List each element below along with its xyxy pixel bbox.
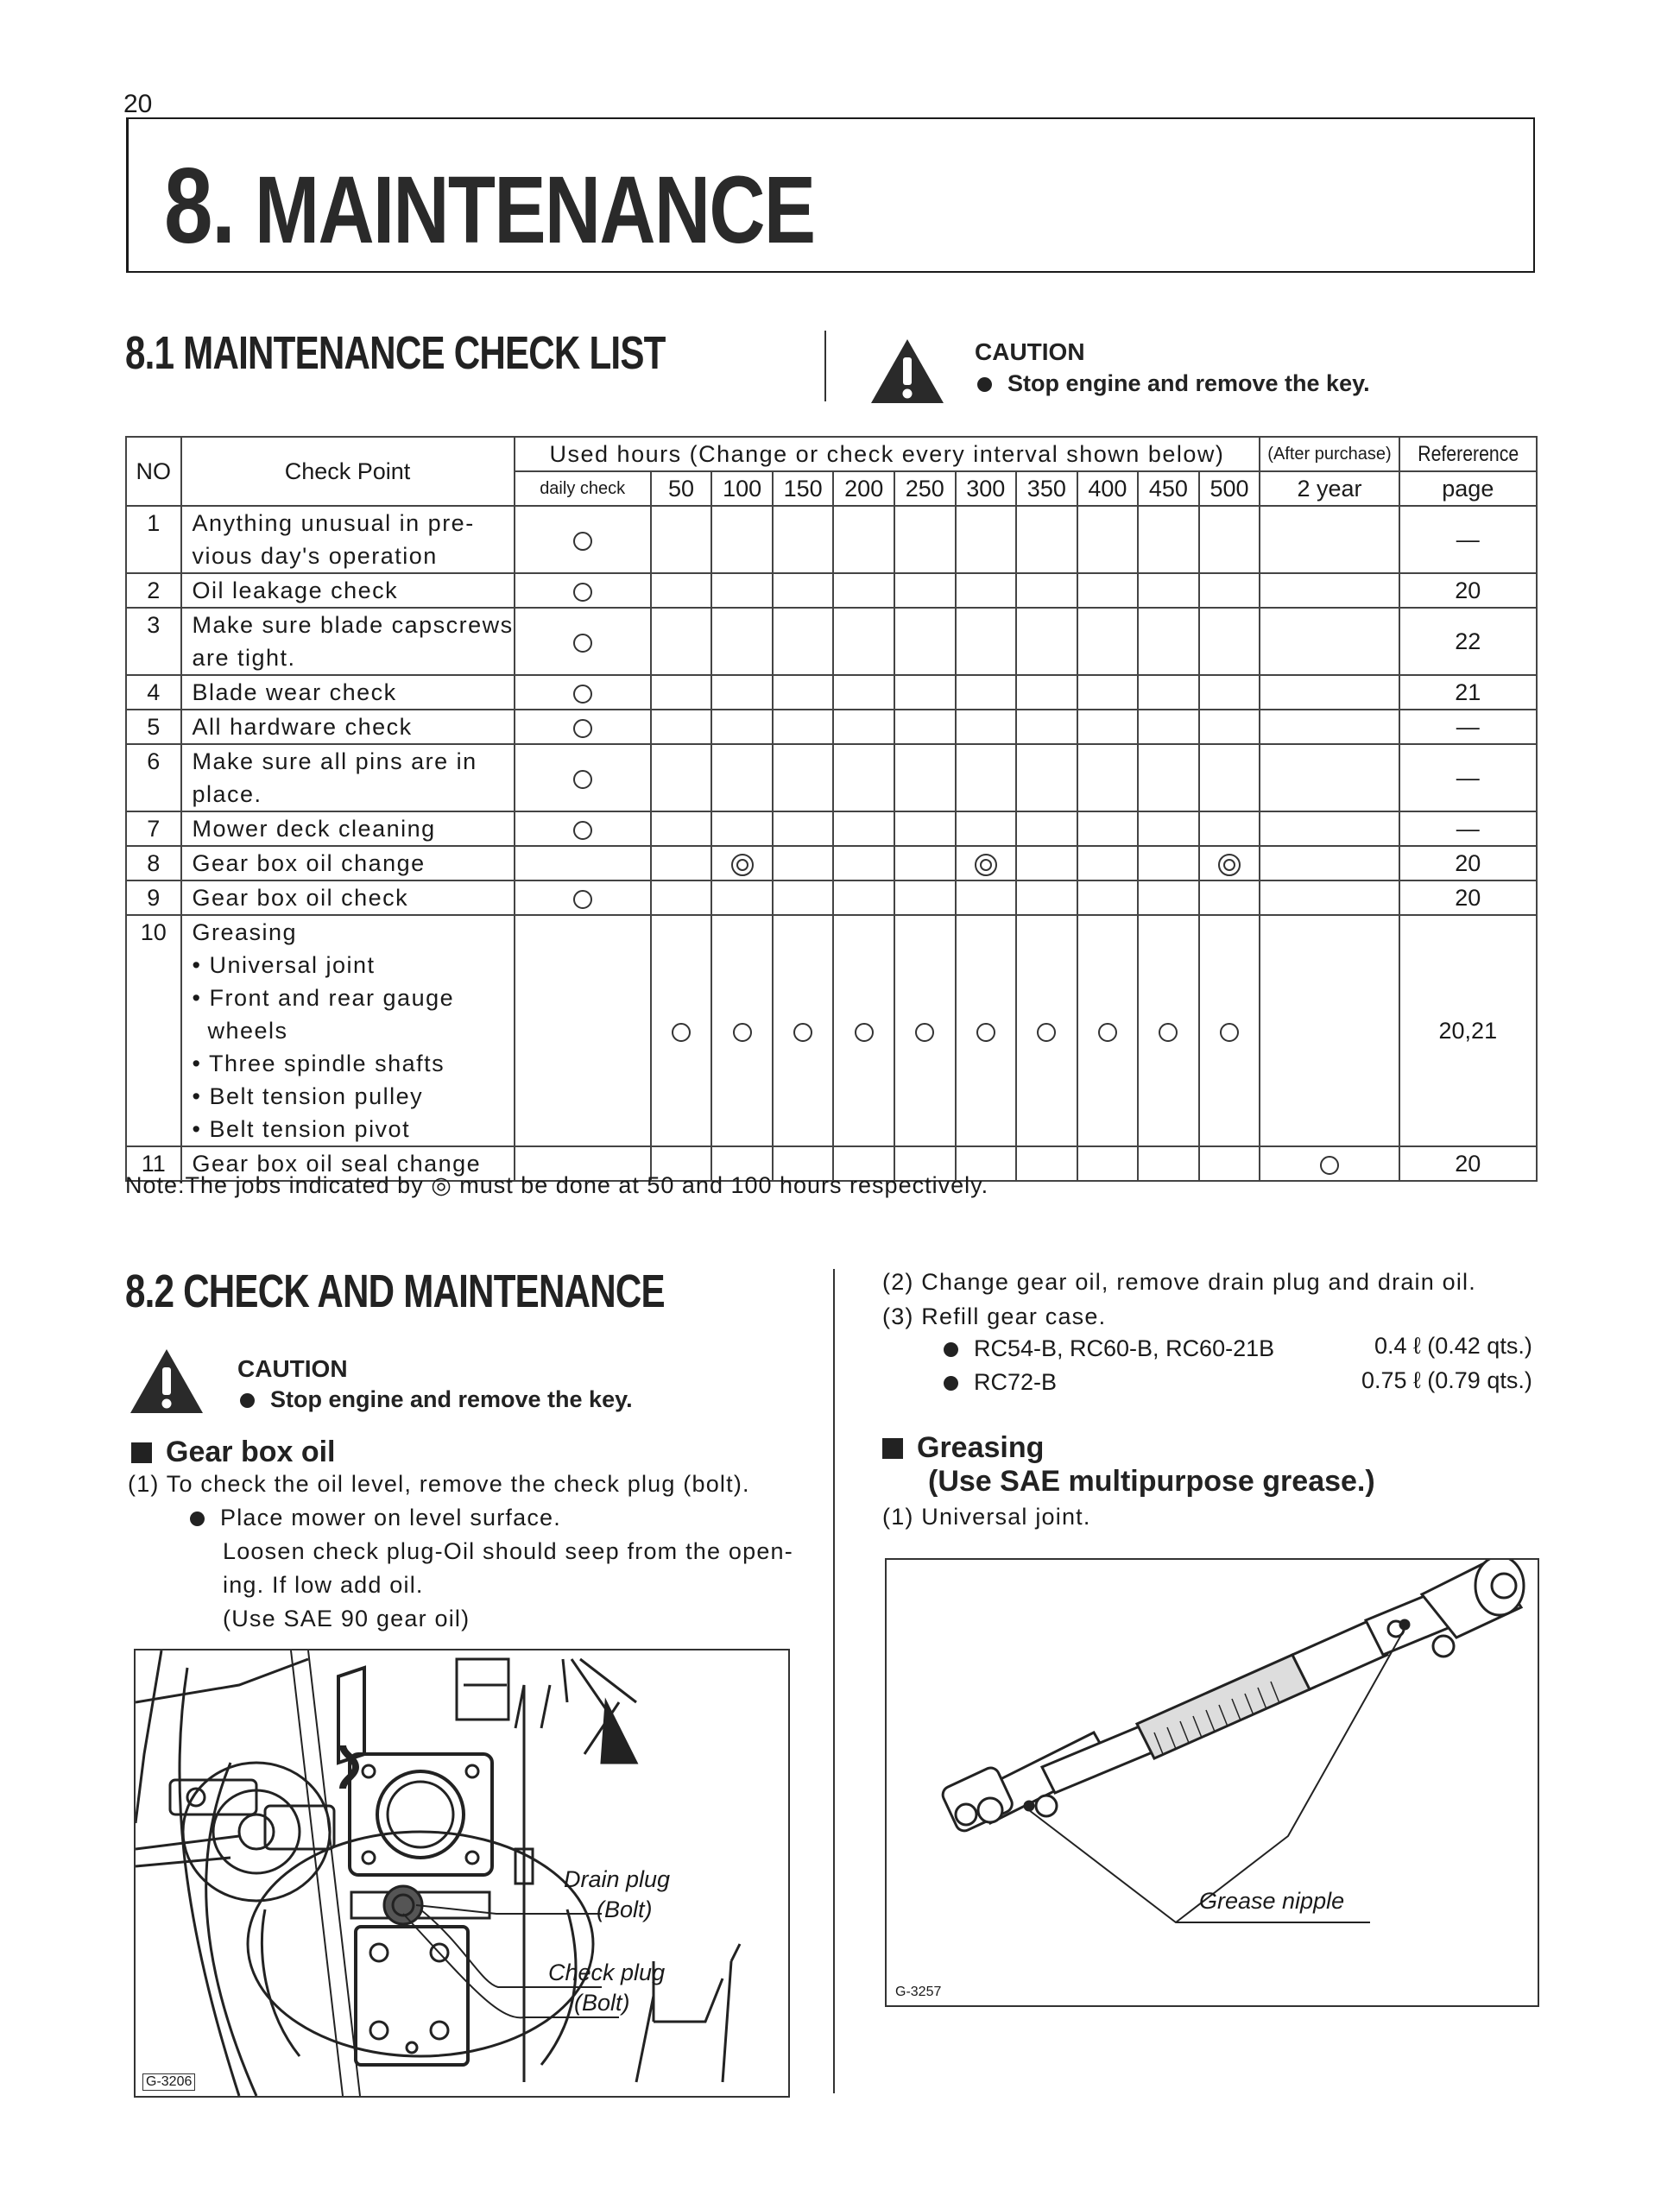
- year-cell: [1260, 506, 1399, 573]
- header-interval-450: 450: [1138, 471, 1199, 506]
- check-plug-label: Check plug: [548, 1960, 666, 1985]
- gearbox-figure: [134, 1649, 790, 2098]
- table-row: [126, 710, 1537, 744]
- header-daily-check: [515, 471, 651, 506]
- row-number: 4: [126, 675, 181, 710]
- table-row: [126, 811, 1537, 846]
- interval-cell: [1138, 846, 1199, 880]
- greasing-step-1: (1) Universal joint.: [882, 1504, 1091, 1530]
- chapter-number: 8.: [164, 147, 235, 266]
- interval-cell: [1016, 608, 1077, 675]
- interval-cell: [773, 608, 834, 675]
- year-cell: [1260, 1146, 1399, 1181]
- interval-cell: [1077, 880, 1139, 915]
- interval-cell: [1199, 506, 1260, 573]
- interval-cell: [1077, 710, 1139, 744]
- interval-cell: [956, 675, 1017, 710]
- interval-cell: [1199, 608, 1260, 675]
- interval-cell: [1199, 744, 1260, 811]
- check-circle-icon: [855, 1023, 874, 1042]
- year-cell: [1260, 915, 1399, 1146]
- interval-cell: [1077, 573, 1139, 608]
- interval-cell: [833, 573, 894, 608]
- row-number: 6: [126, 744, 181, 811]
- interval-cell: [833, 710, 894, 744]
- daily-check-label: daily check: [540, 478, 626, 498]
- interval-cell: [773, 573, 834, 608]
- row-number: 9: [126, 880, 181, 915]
- interval-cell: [711, 811, 773, 846]
- caution-text: [977, 370, 1370, 397]
- check-point-line: Anything unusual in pre-: [192, 510, 475, 536]
- interval-cell: [1016, 744, 1077, 811]
- reference-page: 20,21: [1399, 915, 1537, 1146]
- interval-cell: [711, 675, 773, 710]
- interval-cell: [894, 506, 956, 573]
- interval-cell: [1199, 811, 1260, 846]
- year-cell: [1260, 675, 1399, 710]
- gearbox-line-4: (Use SAE 90 gear oil): [223, 1606, 471, 1631]
- caution-message: Stop engine and remove the key.: [270, 1386, 633, 1412]
- interval-cell: [894, 573, 956, 608]
- interval-cell: [833, 744, 894, 811]
- interval-cell: [1016, 506, 1077, 573]
- check-circle-icon: [733, 1023, 752, 1042]
- daily-check-cell: [515, 880, 651, 915]
- interval-cell: [651, 506, 712, 573]
- caution-label: CAUTION: [975, 338, 1085, 365]
- check-circle-icon: [1037, 1023, 1056, 1042]
- interval-cell: [894, 811, 956, 846]
- section-title-8-2: 8.2 CHECK AND MAINTENANCE: [125, 1265, 665, 1317]
- check-point-line: Make sure all pins are in: [192, 748, 477, 774]
- check-point: [181, 846, 515, 880]
- interval-cell: [1077, 744, 1139, 811]
- daily-check-cell: [515, 506, 651, 573]
- header-interval-100: 100: [711, 471, 773, 506]
- interval-cell: [651, 880, 712, 915]
- check-point-line: Make sure blade capscrews: [192, 612, 514, 638]
- check-circle-icon: [573, 685, 592, 704]
- section-title-8-1: 8.1 MAINTENANCE CHECK LIST: [125, 327, 666, 379]
- drain-plug-sub-label: (Bolt): [597, 1897, 653, 1922]
- table-row: [126, 744, 1537, 811]
- interval-cell: [956, 744, 1017, 811]
- year-cell: [1260, 846, 1399, 880]
- gearbox-line-2: Loosen check plug-Oil should seep from the open-: [223, 1538, 793, 1564]
- header-page: page: [1399, 471, 1537, 506]
- reference-page: 20: [1399, 846, 1537, 880]
- bullet-icon: [190, 1512, 205, 1526]
- interval-cell: [833, 675, 894, 710]
- check-point: [181, 811, 515, 846]
- check-point: [181, 506, 515, 573]
- reference-page: —: [1399, 710, 1537, 744]
- interval-cell: [773, 506, 834, 573]
- header-interval-400: 400: [1077, 471, 1139, 506]
- year-cell: [1260, 744, 1399, 811]
- check-circle-icon: [573, 583, 592, 602]
- interval-cell: [894, 880, 956, 915]
- year-cell: [1260, 608, 1399, 675]
- interval-cell: [894, 744, 956, 811]
- interval-cell: [1077, 608, 1139, 675]
- check-circle-icon: [1220, 1023, 1239, 1042]
- interval-cell: [773, 880, 834, 915]
- interval-cell: [651, 608, 712, 675]
- interval-cell: [1016, 880, 1077, 915]
- interval-cell: [833, 506, 894, 573]
- daily-check-cell: [515, 675, 651, 710]
- table-row: [126, 880, 1537, 915]
- double-circle-icon: [731, 854, 754, 876]
- interval-cell: [711, 880, 773, 915]
- model-2-text: RC72-B: [974, 1369, 1058, 1395]
- page-number: 20: [123, 90, 153, 118]
- maintenance-check-table: [125, 436, 1538, 1182]
- greasing-heading-text: Greasing: [917, 1431, 1045, 1464]
- universal-joint-illustration: [887, 1560, 1538, 2005]
- model-2-quantity: 0.75 ℓ (0.79 qts.): [1361, 1367, 1532, 1393]
- gearbox-line-3: ing. If low add oil.: [223, 1572, 424, 1598]
- interval-cell: [1138, 608, 1199, 675]
- interval-cell: [773, 846, 834, 880]
- gearbox-step-2: (2) Change gear oil, remove drain plug and drain oil.: [882, 1269, 1476, 1295]
- header-reference: Refererence: [1410, 437, 1526, 471]
- interval-cell: [1199, 573, 1260, 608]
- square-bullet-icon: [882, 1438, 903, 1459]
- interval-cell: [956, 846, 1017, 880]
- bullet-icon: [944, 1342, 958, 1357]
- check-circle-icon: [793, 1023, 812, 1042]
- interval-cell: [711, 573, 773, 608]
- model-list-item-1: [944, 1332, 1274, 1366]
- table-note: Note:The jobs indicated by ◎ must be done at 50 and 100 hours respectively.: [125, 1172, 989, 1198]
- gearbox-bullet: [190, 1501, 561, 1535]
- check-point-line: All hardware check: [192, 714, 413, 740]
- check-point-line: Gear box oil check: [192, 885, 409, 911]
- check-point: [181, 573, 515, 608]
- daily-check-cell: [515, 744, 651, 811]
- interval-cell: [894, 846, 956, 880]
- row-number: 10: [126, 915, 181, 1146]
- interval-cell: [711, 506, 773, 573]
- interval-cell: [1199, 675, 1260, 710]
- interval-cell: [1016, 675, 1077, 710]
- bullet-icon: [240, 1393, 255, 1408]
- model-1-text: RC54-B, RC60-B, RC60-21B: [974, 1335, 1275, 1361]
- interval-cell: [833, 880, 894, 915]
- caution-label: CAUTION: [237, 1355, 348, 1382]
- warning-icon: [868, 337, 946, 406]
- model-list-item-2: [944, 1366, 1057, 1399]
- check-point-line: • Belt tension pivot: [192, 1116, 411, 1142]
- header-interval-250: 250: [894, 471, 956, 506]
- interval-cell: [1077, 811, 1139, 846]
- interval-cell: [1016, 710, 1077, 744]
- check-point: [181, 710, 515, 744]
- check-circle-icon: [976, 1023, 995, 1042]
- interval-cell: [651, 811, 712, 846]
- check-point-line: are tight.: [192, 645, 296, 671]
- reference-page: 20: [1399, 1146, 1537, 1181]
- interval-cell: [1016, 915, 1077, 1146]
- interval-cell: [651, 915, 712, 1146]
- year-cell: [1260, 710, 1399, 744]
- drain-plug-label: Drain plug: [564, 1866, 671, 1892]
- interval-cell: [1138, 710, 1199, 744]
- bullet-icon: [977, 377, 992, 392]
- double-circle-icon: [975, 854, 997, 876]
- header-2-year: 2 year: [1260, 471, 1399, 506]
- reference-page: 20: [1399, 573, 1537, 608]
- interval-cell: [651, 710, 712, 744]
- interval-cell: [1138, 573, 1199, 608]
- interval-cell: [1016, 573, 1077, 608]
- interval-cell: [1138, 506, 1199, 573]
- reference-page: 21: [1399, 675, 1537, 710]
- interval-cell: [956, 573, 1017, 608]
- greasing-subheading: (Use SAE multipurpose grease.): [928, 1465, 1375, 1498]
- interval-cell: [1016, 1146, 1077, 1181]
- gearbox-illustration: [136, 1650, 788, 2096]
- header-interval-50: 50: [651, 471, 712, 506]
- caution-text: [240, 1386, 633, 1413]
- interval-cell: [1138, 880, 1199, 915]
- interval-cell: [1199, 710, 1260, 744]
- check-circle-icon: [573, 890, 592, 909]
- check-circle-icon: [672, 1023, 691, 1042]
- interval-cell: [894, 915, 956, 1146]
- reference-page: 22: [1399, 608, 1537, 675]
- interval-cell: [956, 506, 1017, 573]
- check-plug-sub-label: (Bolt): [574, 1990, 630, 2016]
- interval-cell: [894, 675, 956, 710]
- interval-cell: [956, 608, 1017, 675]
- daily-check-cell: [515, 846, 651, 880]
- check-circle-icon: [915, 1023, 934, 1042]
- interval-cell: [773, 744, 834, 811]
- row-number: 5: [126, 710, 181, 744]
- grease-nipple-label: Grease nipple: [1199, 1888, 1345, 1914]
- row-number: 1: [126, 506, 181, 573]
- warning-icon: [128, 1347, 205, 1416]
- interval-cell: [1077, 915, 1139, 1146]
- check-circle-icon: [573, 770, 592, 789]
- daily-check-cell: [515, 915, 651, 1146]
- interval-cell: [956, 880, 1017, 915]
- gearbox-step-1: (1) To check the oil level, remove the check plug (bolt).: [128, 1471, 750, 1497]
- check-point-line: vious day's operation: [192, 543, 438, 569]
- check-circle-icon: [1320, 1156, 1339, 1175]
- check-circle-icon: [573, 634, 592, 653]
- interval-cell: [956, 710, 1017, 744]
- interval-cell: [711, 710, 773, 744]
- check-point: [181, 608, 515, 675]
- gearbox-oil-heading: [131, 1436, 336, 1469]
- header-used-hours: Used hours (Change or check every interval shown below): [515, 437, 1260, 471]
- interval-cell: [1077, 1146, 1139, 1181]
- interval-cell: [651, 846, 712, 880]
- check-point-line: Gear box oil seal change: [192, 1151, 482, 1177]
- interval-cell: [711, 846, 773, 880]
- check-circle-icon: [1098, 1023, 1117, 1042]
- check-point-line: Oil leakage check: [192, 577, 399, 603]
- table-row: [126, 846, 1537, 880]
- interval-cell: [711, 608, 773, 675]
- table-row: [126, 608, 1537, 675]
- interval-cell: [833, 811, 894, 846]
- interval-cell: [1199, 1146, 1260, 1181]
- interval-cell: [956, 915, 1017, 1146]
- interval-cell: [1077, 506, 1139, 573]
- interval-cell: [1138, 915, 1199, 1146]
- year-cell: [1260, 811, 1399, 846]
- greasing-heading: [882, 1431, 1044, 1465]
- interval-cell: [833, 846, 894, 880]
- gearbox-oil-heading-text: Gear box oil: [166, 1436, 336, 1468]
- check-point: [181, 880, 515, 915]
- interval-cell: [1138, 811, 1199, 846]
- row-number: 2: [126, 573, 181, 608]
- header-no: NO: [126, 437, 181, 506]
- interval-cell: [711, 744, 773, 811]
- gearbox-bullet-text: Place mower on level surface.: [220, 1505, 561, 1530]
- daily-check-cell: [515, 811, 651, 846]
- check-point-line: Blade wear check: [192, 679, 397, 705]
- check-point: [181, 915, 515, 1146]
- header-after-purchase: (After purchase): [1260, 437, 1399, 471]
- check-point-line: • Universal joint: [192, 952, 376, 978]
- table-row: [126, 915, 1537, 1146]
- check-point: [181, 675, 515, 710]
- table-row: [126, 573, 1537, 608]
- interval-cell: [833, 915, 894, 1146]
- interval-cell: [833, 608, 894, 675]
- interval-cell: [956, 811, 1017, 846]
- interval-cell: [651, 573, 712, 608]
- check-point-line: Mower deck cleaning: [192, 816, 436, 842]
- daily-check-cell: [515, 710, 651, 744]
- row-number: 11: [126, 1146, 181, 1181]
- interval-cell: [1199, 880, 1260, 915]
- row-number: 8: [126, 846, 181, 880]
- check-point-line: wheels: [192, 1018, 288, 1044]
- check-circle-icon: [573, 532, 592, 551]
- header-interval-300: 300: [956, 471, 1017, 506]
- interval-cell: [1077, 675, 1139, 710]
- column-divider: [833, 1269, 835, 2093]
- year-cell: [1260, 880, 1399, 915]
- row-number: 3: [126, 608, 181, 675]
- daily-check-cell: [515, 573, 651, 608]
- interval-cell: [1199, 915, 1260, 1146]
- double-circle-icon: [1218, 854, 1241, 876]
- interval-cell: [894, 710, 956, 744]
- reference-page: —: [1399, 811, 1537, 846]
- check-point: [181, 744, 515, 811]
- interval-cell: [1138, 1146, 1199, 1181]
- check-circle-icon: [1159, 1023, 1178, 1042]
- reference-page: —: [1399, 744, 1537, 811]
- check-point-line: place.: [192, 781, 262, 807]
- interval-cell: [711, 915, 773, 1146]
- check-point-line: • Three spindle shafts: [192, 1051, 445, 1076]
- check-circle-icon: [573, 719, 592, 738]
- check-circle-icon: [573, 821, 592, 840]
- reference-page: —: [1399, 506, 1537, 573]
- interval-cell: [651, 675, 712, 710]
- reference-page: 20: [1399, 880, 1537, 915]
- check-point-line: • Front and rear gauge: [192, 985, 455, 1011]
- interval-cell: [894, 608, 956, 675]
- interval-cell: [773, 710, 834, 744]
- daily-check-cell: [515, 608, 651, 675]
- gearbox-step-3: (3) Refill gear case.: [882, 1303, 1107, 1329]
- divider: [824, 331, 826, 401]
- header-interval-200: 200: [833, 471, 894, 506]
- interval-cell: [651, 744, 712, 811]
- interval-cell: [773, 675, 834, 710]
- header-check-point: Check Point: [181, 437, 515, 506]
- model-1-quantity: 0.4 ℓ (0.42 qts.): [1374, 1333, 1532, 1359]
- universal-joint-figure: [885, 1558, 1539, 2007]
- interval-cell: [1138, 744, 1199, 811]
- caution-message: Stop engine and remove the key.: [1007, 370, 1370, 396]
- square-bullet-icon: [131, 1442, 152, 1463]
- check-point-line: • Belt tension pulley: [192, 1083, 424, 1109]
- interval-cell: [1016, 811, 1077, 846]
- interval-cell: [1138, 675, 1199, 710]
- year-cell: [1260, 573, 1399, 608]
- header-interval-350: 350: [1016, 471, 1077, 506]
- bullet-icon: [944, 1376, 958, 1391]
- interval-cell: [1077, 846, 1139, 880]
- interval-cell: [773, 811, 834, 846]
- interval-cell: [1199, 846, 1260, 880]
- check-point-line: Gear box oil change: [192, 850, 426, 876]
- chapter-title: [164, 145, 814, 268]
- check-point-line: Greasing: [192, 919, 298, 945]
- table-row: [126, 675, 1537, 710]
- table-row: [126, 506, 1537, 573]
- header-interval-500: 500: [1199, 471, 1260, 506]
- interval-cell: [773, 915, 834, 1146]
- chapter-title-text: MAINTENANCE: [254, 157, 815, 263]
- figure-code: G-3206: [142, 2073, 195, 2091]
- row-number: 7: [126, 811, 181, 846]
- header-interval-150: 150: [773, 471, 834, 506]
- figure-code: G-3257: [895, 1985, 942, 1999]
- interval-cell: [1016, 846, 1077, 880]
